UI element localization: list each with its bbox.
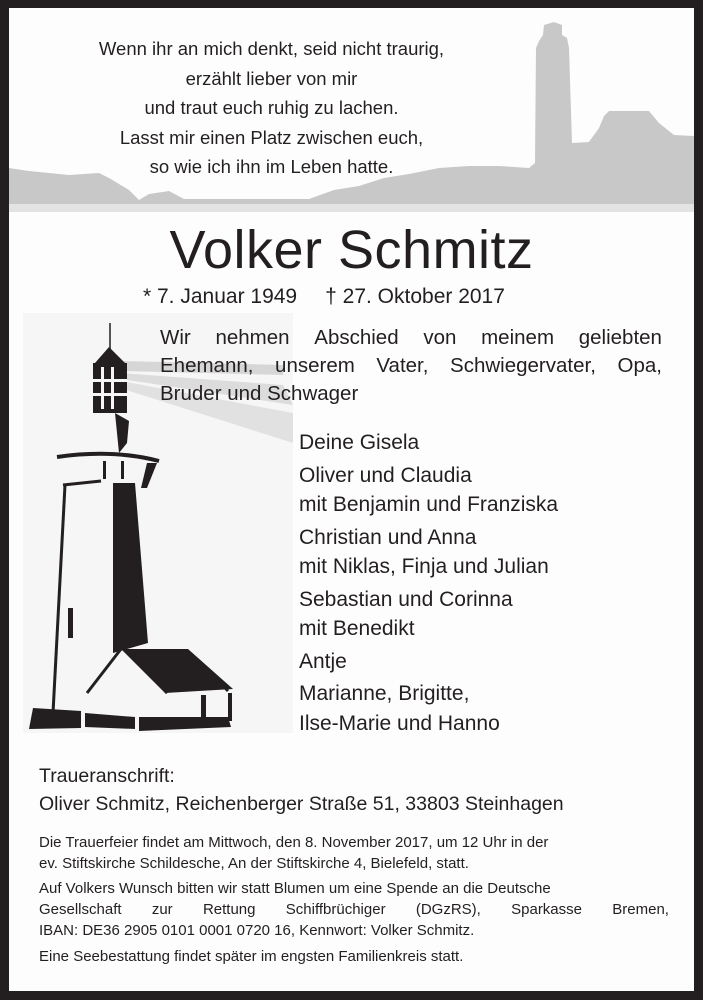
family-group bbox=[299, 679, 558, 738]
family-group bbox=[299, 585, 558, 644]
poem-text bbox=[9, 34, 534, 182]
address-value: Oliver Schmitz, Reichenberger Straße 51, 33803 Steinhagen bbox=[39, 793, 564, 815]
deceased-name: Volker Schmitz bbox=[169, 220, 534, 280]
family-group bbox=[299, 461, 558, 520]
family-member: Antje bbox=[299, 649, 347, 673]
family-group bbox=[299, 428, 558, 458]
address-label: Traueranschrift: bbox=[39, 765, 175, 787]
poem-line: Lasst mir einen Platz zwischen euch, bbox=[119, 126, 424, 148]
intro-line: Wir nehmen Abschied von meinem geliebten bbox=[160, 326, 662, 349]
donation-notice: Auf Volkers Wunsch bitten wir statt Blumen um eine Spende an die Deutsche Gesellschaft zur Rettung Schiffbrüchiger (DGzRS), Sparkasse Bremen, IBAN: DE36 2905 0101 0001 0720 16, Kennwort: Volker Schmitz. bbox=[39, 880, 669, 939]
family-list bbox=[299, 428, 558, 741]
birth-date: * 7. Januar 1949 bbox=[143, 285, 298, 308]
intro-line: Ehemann, unserem Vater, Schwiegervater, Opa, bbox=[160, 354, 662, 377]
burial-notice: Eine Seebestattung findet später im engsten Familienkreis statt. bbox=[39, 948, 464, 965]
mourning-address bbox=[39, 762, 564, 818]
family-member: mit Benjamin und Franziska bbox=[299, 493, 559, 516]
intro-line: Bruder und Schwager bbox=[160, 382, 359, 405]
farewell-intro bbox=[160, 324, 662, 408]
family-member: mit Niklas, Finja und Julian bbox=[299, 555, 549, 578]
family-member: Sebastian und Corinna bbox=[299, 587, 513, 611]
poem-line: und traut euch ruhig zu lachen. bbox=[144, 97, 399, 118]
iban-line: IBAN: DE36 2905 0101 0001 0720 16, Kennwort: Volker Schmitz. bbox=[39, 922, 475, 939]
family-member: Ilse-Marie und Hanno bbox=[299, 711, 500, 735]
obituary-notice bbox=[9, 8, 694, 991]
life-dates bbox=[143, 284, 505, 310]
funeral-notice: Die Trauerfeier findet am Mittwoch, den 8. November 2017, um 12 Uhr in der ev. Stiftskirche Schildesche, An der Stiftskirche 4, Bielefeld, statt. bbox=[39, 834, 549, 872]
death-date: † 27. Oktober 2017 bbox=[325, 285, 505, 308]
poem-line: Wenn ihr an mich denkt, seid nicht traurig, bbox=[98, 38, 445, 59]
family-member: mit Benedikt bbox=[299, 617, 415, 640]
family-member: Marianne, Brigitte, bbox=[299, 682, 470, 705]
poem-line: so wie ich ihn im Leben hatte. bbox=[149, 156, 394, 177]
family-group bbox=[299, 523, 558, 582]
poem-banner bbox=[9, 8, 694, 212]
family-group bbox=[299, 647, 558, 677]
poem-line: erzählt lieber von mir bbox=[185, 67, 358, 89]
family-member: Deine Gisela bbox=[299, 431, 420, 454]
family-member: Oliver und Claudia bbox=[299, 463, 472, 487]
family-member: Christian und Anna bbox=[299, 525, 477, 549]
